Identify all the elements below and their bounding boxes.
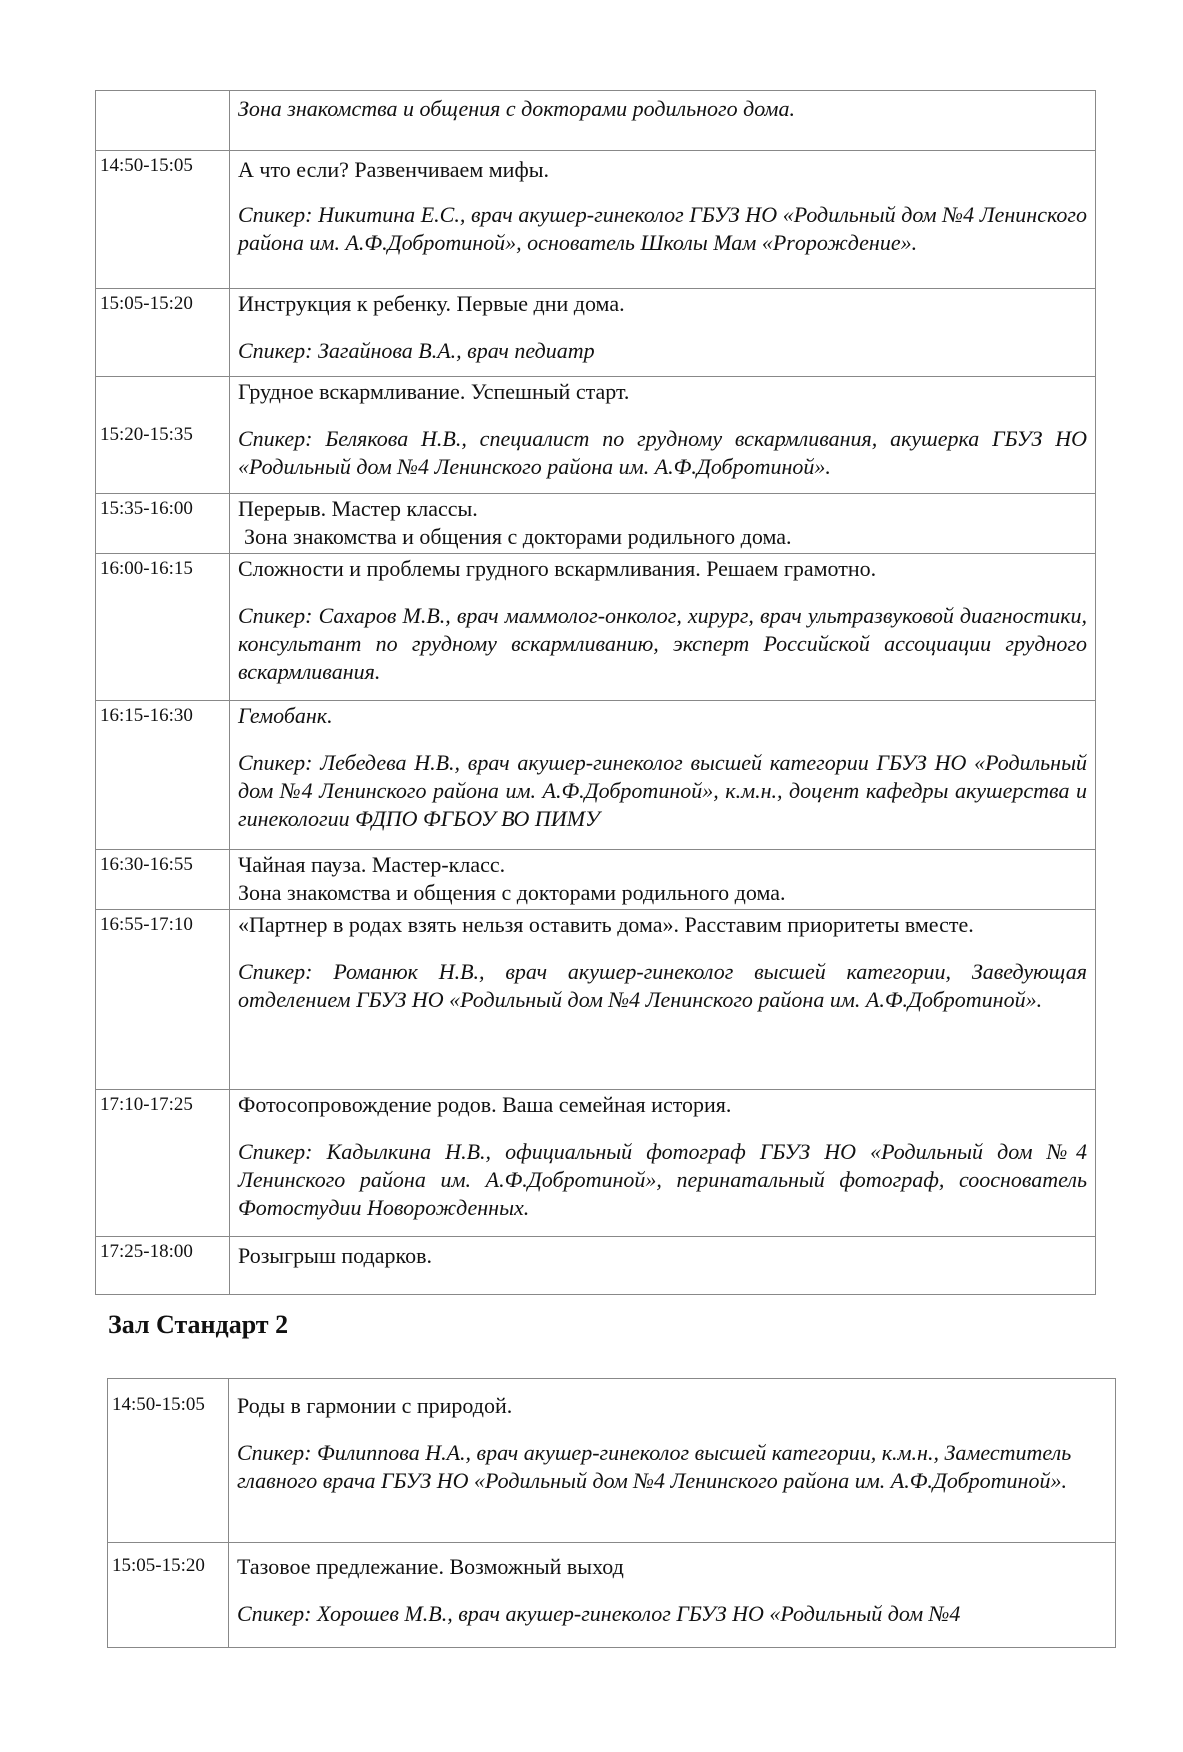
session-speaker: Спикер: Кадылкина Н.В., официальный фотограф ГБУЗ НО «Родильный дом №4 Ленинского района им. А.Ф.Добротиной», перинатальный фотограф, сооснователь Фотостудии Новорожденных. [238, 1139, 1087, 1220]
time-cell [96, 377, 230, 494]
session-speaker: Спикер: Сахаров М.В., врач маммолог-онколог, хирург, врач ультразвуковой диагностики, консультант по грудному вскармливанию, эксперт Российской ассоциации грудного вскармливания. [238, 603, 1087, 684]
content-cell [230, 151, 1096, 289]
time-cell [96, 850, 230, 910]
session-title: Розыгрыш подарков. [238, 1243, 432, 1268]
session-title: «Партнер в родах взять нельзя оставить дома». Расставим приоритеты вместе. [238, 912, 974, 937]
session-note: Зона знакомства и общения с докторами родильного дома. [238, 880, 786, 905]
session-title: Роды в гармонии с природой. [237, 1393, 513, 1418]
time-slot: 17:10-17:25 [100, 1094, 193, 1115]
time-slot: 15:35-16:00 [100, 498, 193, 519]
session-note: Зона знакомства и общения с докторами родильного дома. [244, 524, 792, 549]
time-cell [108, 1379, 229, 1543]
session-speaker: Спикер: Хорошев М.В., врач акушер-гинеколог ГБУЗ НО «Родильный дом №4 [237, 1601, 961, 1626]
session-title: Перерыв. Мастер классы. [238, 496, 478, 521]
schedule-table-hall-1 [95, 90, 1096, 1295]
time-slot: 16:00-16:15 [100, 558, 193, 579]
content-cell [230, 850, 1096, 910]
session-speaker: Спикер: Романюк Н.В., врач акушер-гинеколог высшей категории, Заведующая отделением ГБУЗ НО «Родильный дом №4 Ленинского района им. А.Ф.Добротиной». [238, 959, 1087, 1012]
time-slot: 15:20-15:35 [100, 424, 193, 445]
session-title: А что если? Развенчиваем мифы. [238, 157, 549, 182]
time-cell [108, 1543, 229, 1648]
schedule-row [108, 1543, 1116, 1648]
session-note: Зона знакомства и общения с докторами родильного дома. [238, 96, 795, 121]
session-title: Фотосопровождение родов. Ваша семейная история. [238, 1092, 732, 1117]
time-cell [96, 1237, 230, 1295]
time-slot: 16:30-16:55 [100, 854, 193, 875]
schedule-row [96, 91, 1096, 151]
time-cell [96, 910, 230, 1090]
schedule-row [108, 1379, 1116, 1543]
time-slot: 14:50-15:05 [112, 1394, 205, 1415]
content-cell [230, 289, 1096, 377]
content-cell [230, 377, 1096, 494]
session-title: Инструкция к ребенку. Первые дни дома. [238, 291, 625, 316]
schedule-row [96, 1090, 1096, 1237]
schedule-row [96, 1237, 1096, 1295]
session-speaker: Спикер: Филиппова Н.А., врач акушер-гинеколог высшей категории, к.м.н., Заместитель главного врача ГБУЗ НО «Родильный дом №4 Ленинского района им. А.Ф.Добротиной». [237, 1440, 1072, 1493]
time-cell [96, 554, 230, 701]
content-cell [230, 554, 1096, 701]
session-speaker: Спикер: Никитина Е.С., врач акушер-гинеколог ГБУЗ НО «Родильный дом №4 Ленинского района им. А.Ф.Добротиной», основатель Школы Мам «Prорождение». [238, 202, 1087, 255]
time-slot: 16:15-16:30 [100, 705, 193, 726]
session-title: Грудное вскармливание. Успешный старт. [238, 379, 630, 404]
time-slot: 14:50-15:05 [100, 155, 193, 176]
time-slot: 16:55-17:10 [100, 914, 193, 935]
session-title: Чайная пауза. Мастер-класс. [238, 852, 506, 877]
schedule-row [96, 554, 1096, 701]
time-slot: 15:05-15:20 [100, 293, 193, 314]
content-cell [230, 91, 1096, 151]
content-cell [230, 910, 1096, 1090]
time-cell [96, 289, 230, 377]
schedule-row [96, 910, 1096, 1090]
schedule-row [96, 377, 1096, 494]
session-speaker: Спикер: Белякова Н.В., специалист по грудному вскармливания, акушерка ГБУЗ НО «Родильный дом №4 Ленинского района им. А.Ф.Добротиной». [238, 426, 1087, 479]
schedule-table-hall-2 [107, 1378, 1116, 1648]
time-cell [96, 151, 230, 289]
content-cell [230, 494, 1096, 554]
time-cell [96, 701, 230, 850]
content-cell [230, 1237, 1096, 1295]
content-cell [229, 1543, 1116, 1648]
hall-heading: Зал Стандарт 2 [108, 1310, 289, 1339]
time-cell [96, 91, 230, 151]
time-slot: 15:05-15:20 [112, 1555, 205, 1576]
schedule-row [96, 850, 1096, 910]
time-cell [96, 1090, 230, 1237]
schedule-row [96, 701, 1096, 850]
session-speaker: Спикер: Загайнова В.А., врач педиатр [238, 338, 595, 363]
schedule-row [96, 494, 1096, 554]
session-title: Гемобанк. [238, 703, 333, 728]
schedule-row [96, 151, 1096, 289]
content-cell [230, 1090, 1096, 1237]
session-title: Тазовое предлежание. Возможный выход [237, 1554, 624, 1579]
content-cell [229, 1379, 1116, 1543]
time-cell [96, 494, 230, 554]
session-title: Сложности и проблемы грудного вскармливания. Решаем грамотно. [238, 556, 877, 581]
schedule-row [96, 289, 1096, 377]
content-cell [230, 701, 1096, 850]
session-speaker: Спикер: Лебедева Н.В., врач акушер-гинеколог высшей категории ГБУЗ НО «Родильный дом №4 Ленинского района им. А.Ф.Добротиной», к.м.н., доцент кафедры акушерства и гинекологии ФДПО ФГБОУ ВО ПИМУ [238, 750, 1087, 831]
time-slot: 17:25-18:00 [100, 1241, 193, 1262]
